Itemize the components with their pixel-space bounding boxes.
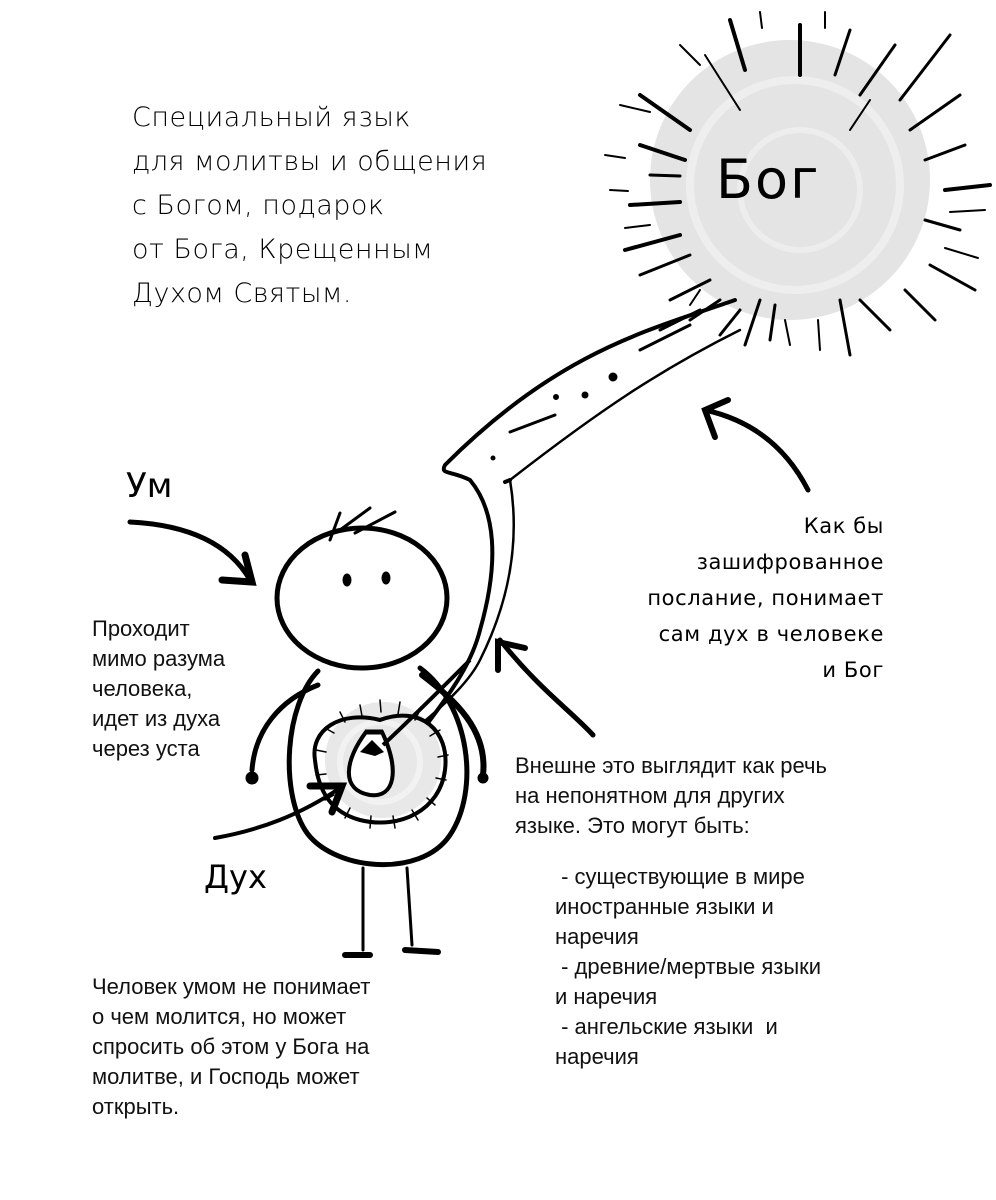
- list-line: иностранные языки и: [555, 894, 774, 919]
- note-line: Духом Святым.: [132, 278, 352, 309]
- list-line: - древние/мертвые языки: [555, 954, 822, 979]
- note-line: человека,: [92, 676, 193, 701]
- note-line: послание, понимает: [647, 586, 884, 610]
- understanding-note: [92, 972, 370, 1122]
- bypasses-mind-note: [92, 614, 225, 764]
- list-line: и наречия: [555, 984, 658, 1009]
- list-line: - существующие в мире: [555, 864, 805, 889]
- note-line: Внешне это выглядит как речь: [515, 753, 827, 778]
- note-line: спросить об этом у Бога на: [92, 1034, 370, 1059]
- note-line: с Богом, подарок: [132, 190, 385, 221]
- list-line: - ангельские языки и: [555, 1014, 778, 1039]
- spirit-label: Дух: [204, 858, 267, 896]
- note-line: Как бы: [803, 514, 884, 538]
- note-line: Человек умом не понимает: [92, 974, 371, 999]
- note-line: открыть.: [92, 1094, 180, 1119]
- note-line: Специальный язык: [132, 102, 411, 133]
- note-line: идет из духа: [92, 706, 221, 731]
- note-line: языке. Это могут быть:: [515, 813, 750, 838]
- outward-appearance-note: [515, 751, 827, 841]
- note-line: сам дух в человеке: [658, 622, 884, 646]
- note-line: Проходит: [92, 616, 190, 641]
- list-line: наречия: [555, 1044, 639, 1069]
- note-line: через уста: [92, 736, 200, 761]
- note-line: от Бога, Крещенным: [132, 234, 434, 265]
- note-line: молитве, и Господь может: [92, 1064, 360, 1089]
- note-line: о чем молится, но может: [92, 1004, 347, 1029]
- note-line: для молитвы и общения: [132, 146, 488, 177]
- tongues-definition-note: [132, 96, 487, 316]
- list-line: наречия: [555, 924, 639, 949]
- note-line: зашифрованное: [696, 550, 884, 574]
- god-label: Бог: [716, 148, 821, 211]
- arrow-to-mouth-icon: [498, 640, 593, 735]
- note-line: на непонятном для других: [515, 783, 785, 808]
- mind-label: Ум: [126, 466, 173, 506]
- mind-arrow-icon: [130, 522, 252, 582]
- language-types-list: [555, 862, 821, 1072]
- encrypted-message-note: [647, 508, 884, 688]
- note-line: и Бог: [822, 658, 884, 682]
- arrow-to-stream-icon: [705, 400, 808, 490]
- note-line: мимо разума: [92, 646, 226, 671]
